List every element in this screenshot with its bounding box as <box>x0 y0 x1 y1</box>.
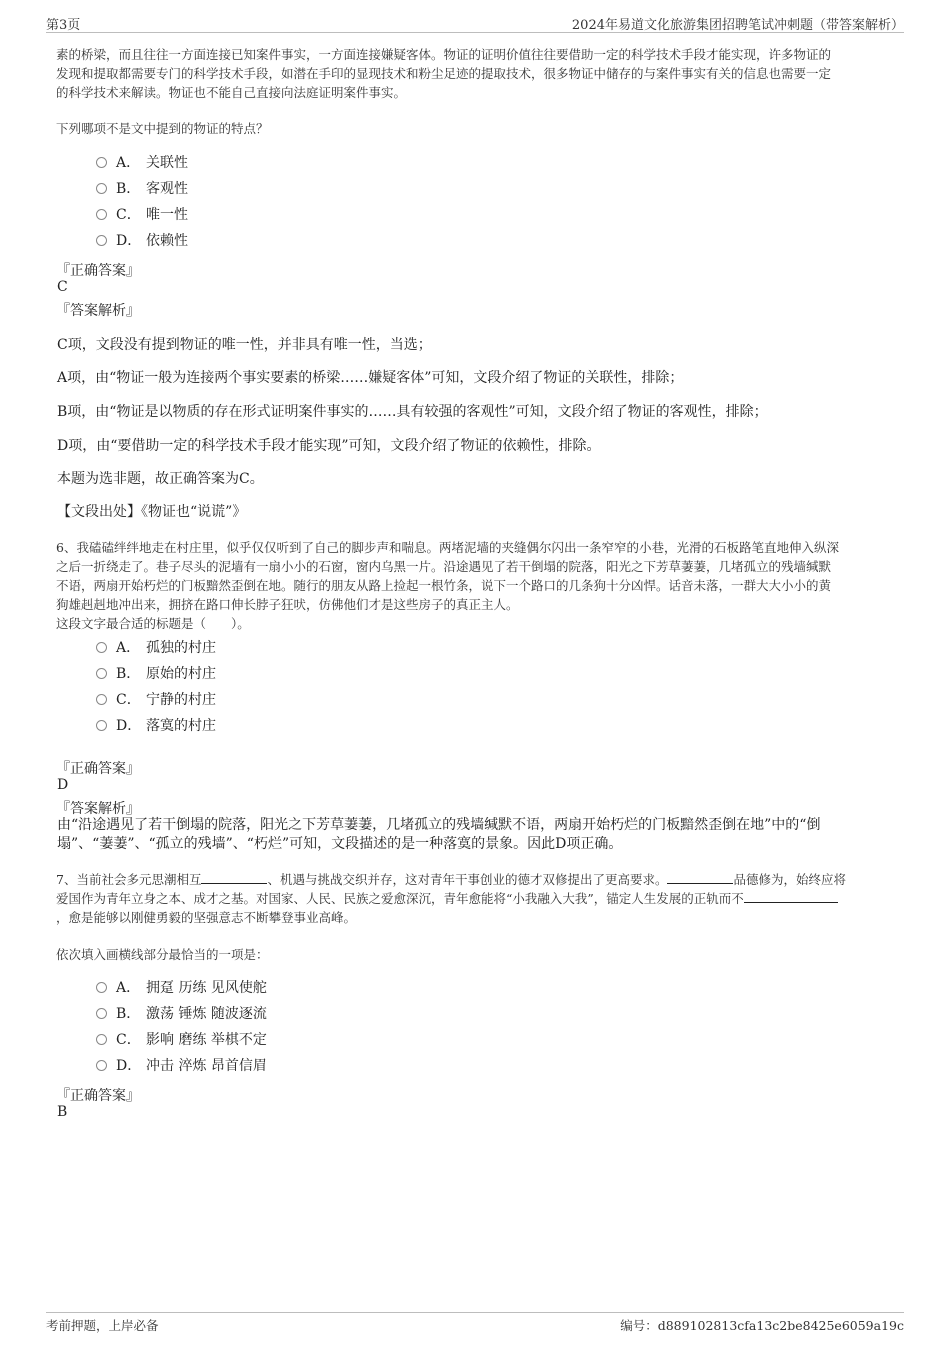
q7-text: 爱国作为青年立身之本、成才之基。对国家、人民、民族之爱愈深沉，青年愈能将“小我融入大我”，锚定人生发展的正轨而不 <box>56 891 744 906</box>
blank-2 <box>667 871 733 884</box>
blank-1 <box>201 871 267 884</box>
q6-option-b[interactable]: B． 原始的村庄 <box>96 664 216 684</box>
q5-analysis-line: D项，由“要借助一定的科学技术手段才能实现”可知，文段介绍了物证的依赖性，排除。 <box>57 438 601 454</box>
radio-icon[interactable] <box>96 1034 107 1045</box>
document-title: 2024年易道文化旅游集团招聘笔试冲刺题（带答案解析） <box>571 18 904 33</box>
q5-analysis-line: B项，由“物证是以物质的存在形式证明案件事实的……具有较强的客观性”可知，文段介绍了物证的客观性，排除； <box>57 404 768 420</box>
q5-question: 下列哪项不是文中提到的物证的特点？ <box>56 121 269 136</box>
q6-option-d[interactable]: D． 落寞的村庄 <box>96 716 216 736</box>
q6-passage-line: 不语，两扇开始朽烂的门板黯然歪倒在地。随行的朋友从路上捡起一根竹条，说下一个路口的几条狗十分凶悍。话音未落，一群大大小小的黄 <box>56 578 832 593</box>
q7-option-b[interactable]: B． 激荡 锤炼 随波逐流 <box>96 1004 267 1024</box>
q7-option-d[interactable]: D． 冲击 淬炼 昂首信眉 <box>96 1056 267 1076</box>
q6-passage <box>56 538 906 633</box>
q6-passage-line: 狗雄赳赳地冲出来，拥挤在路口伸长脖子狂吠，仿佛他们才是这些房子的真正主人。 <box>56 597 519 612</box>
radio-icon[interactable] <box>96 642 107 653</box>
q5-option-c[interactable]: C． 唯一性 <box>96 205 188 225</box>
footer-slogan: 考前押题，上岸必备 <box>46 1318 159 1333</box>
page-footer <box>46 1312 904 1334</box>
q7-text: ，愈是能够以刚健勇毅的坚强意志不断攀登事业高峰。 <box>56 910 357 925</box>
radio-icon[interactable] <box>96 720 107 731</box>
q7-option-c[interactable]: C． 影响 磨练 举棋不定 <box>96 1030 267 1050</box>
q6-analysis-line: 由“沿途遇见了若干倒塌的院落，阳光之下芳草萋萋，几堵孤立的残墙缄默不语，两扇开始朽烂的门板黯然歪倒在地”中的“倒 <box>57 817 821 833</box>
q6-option-a[interactable]: A． 孤独的村庄 <box>96 638 216 658</box>
q6-analysis-line: 塌”、“萋萋”、“孤立的残墙”、“朽烂”可知，文段描述的是一种落寞的景象。因此D项正确。 <box>57 836 623 852</box>
q6-question: 这段文字最合适的标题是（ ）。 <box>56 616 250 631</box>
q5-passage-line: 发现和提取都需要专门的科学技术手段，如潜在手印的显现技术和粉尘足迹的提取技术，很多物证中储存的与案件事实有关的信息也需要一定 <box>56 66 832 81</box>
q7-passage <box>56 870 908 927</box>
radio-icon[interactable] <box>96 668 107 679</box>
q5-source: 【文段出处】《物证也“说谎”》 <box>57 504 247 520</box>
q5-analysis-line: C项，文段没有提到物证的唯一性，并非具有唯一性，当选； <box>57 337 432 353</box>
q7-text: 、机遇与挑战交织并存，这对青年干事创业的德才双修提出了更高要求。 <box>267 872 668 887</box>
q6-passage-line: 之后一折绕走了。巷子尽头的泥墙有一扇小小的石窗，窗内乌黑一片。沿途遇见了若干倒塌的院落，阳光之下芳草萋萋，几堵孤立的残墙缄默 <box>56 559 832 574</box>
q5-passage-line: 的科学技术来解读。物证也不能自己直接向法庭证明案件事实。 <box>56 85 407 100</box>
radio-icon[interactable] <box>96 157 107 168</box>
q5-option-d[interactable]: D． 依赖性 <box>96 231 188 251</box>
q7-question: 依次填入画横线部分最恰当的一项是： <box>56 947 269 962</box>
page-header <box>46 14 904 33</box>
q5-passage-line: 素的桥梁，而且往往一方面连接已知案件事实，一方面连接嫌疑客体。物证的证明价值往往要借助一定的科学技术手段才能实现，许多物证的 <box>56 47 832 62</box>
q5-analysis-label: 『答案解析』 <box>56 303 140 319</box>
radio-icon[interactable] <box>96 235 107 246</box>
q5-analysis-line: A项，由“物证一般为连接两个事实要素的桥梁……嫌疑客体”可知，文段介绍了物证的关联性，排除； <box>57 370 684 386</box>
radio-icon[interactable] <box>96 694 107 705</box>
radio-icon[interactable] <box>96 1008 107 1019</box>
q5-option-b[interactable]: B． 客观性 <box>96 179 188 199</box>
q7-answer-label: 『正确答案』 <box>56 1088 140 1104</box>
q6-answer-label: 『正确答案』 <box>56 761 140 777</box>
q6-answer: D <box>57 777 69 793</box>
q5-passage <box>56 45 906 102</box>
radio-icon[interactable] <box>96 183 107 194</box>
q6-analysis <box>57 816 820 854</box>
radio-icon[interactable] <box>96 982 107 993</box>
page-number: 第3页 <box>46 18 81 33</box>
q6-analysis-label: 『答案解析』 <box>56 801 140 817</box>
q5-analysis-line: 本题为选非题，故正确答案为C。 <box>57 471 264 487</box>
q7-answer: B <box>57 1104 68 1120</box>
blank-3 <box>744 890 838 903</box>
q7-text: 品德修为，始终应将 <box>733 872 846 887</box>
q6-option-c[interactable]: C． 宁静的村庄 <box>96 690 216 710</box>
document-id: 编号：d889102813cfa13c2be8425e6059a19c <box>620 1318 904 1333</box>
radio-icon[interactable] <box>96 209 107 220</box>
q7-text: 7、当前社会多元思潮相互 <box>56 872 202 887</box>
q7-option-a[interactable]: A． 拥趸 历练 见风使舵 <box>96 978 267 998</box>
radio-icon[interactable] <box>96 1060 107 1071</box>
q5-answer: C <box>57 279 68 295</box>
q5-answer-label: 『正确答案』 <box>56 263 140 279</box>
q6-passage-line: 6、我磕磕绊绊地走在村庄里，似乎仅仅听到了自己的脚步声和喘息。两堵泥墙的夹缝偶尔闪出一条窄窄的小巷，光滑的石板路笔直地伸入纵深 <box>56 540 839 555</box>
q5-option-a[interactable]: A． 关联性 <box>96 153 188 173</box>
